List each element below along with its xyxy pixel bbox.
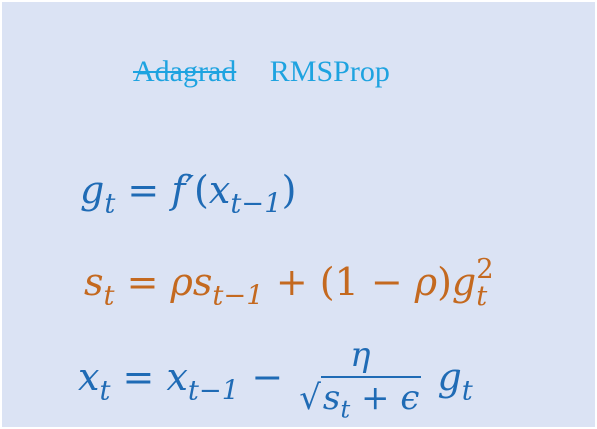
state-equation: $s_t = \rho s_{t-1} + (1 - \rho)g$ 2 t (84, 254, 494, 313)
epsilon-symbol: ϵ (400, 378, 420, 418)
eq2-g-sup: 2 (476, 254, 494, 285)
eq1-func: f′ (171, 168, 195, 212)
eq2-one-minus: 1 − (334, 259, 415, 304)
eq2-rho-2: ρ (414, 259, 438, 304)
eta-symbol: η (350, 335, 371, 375)
eq1-lhs-sub: t (104, 188, 116, 220)
eq1-lhs: g (80, 168, 105, 212)
eq3-g: g (437, 355, 462, 399)
den-s-sub: t (340, 394, 351, 424)
eq2-g-sub: t (476, 281, 488, 313)
eq3-x-prev: x (166, 355, 188, 399)
eq2-s: s (192, 259, 213, 304)
eq3-lhs: x (78, 355, 100, 399)
sqrt-radical: $√s_t + \epsilon$ (299, 378, 420, 424)
crossed-out-title: Adagrad (133, 55, 237, 88)
eq3-x-prev-sub: t−1 (187, 375, 240, 407)
eq2-lhs-sub: t (103, 280, 115, 312)
eq1-arg-sub: t−1 (230, 188, 282, 220)
gradient-equation: $g_t = f'(x_{t-1})$ (80, 168, 297, 220)
current-title: RMSProp (269, 55, 390, 88)
eq2-s-sub: t−1 (212, 280, 264, 312)
title-row (133, 54, 390, 90)
eq1-arg: x (208, 168, 231, 212)
eq2-lhs: s (84, 259, 104, 304)
eq3-g-sub: t (461, 375, 473, 407)
learning-rate-fraction (299, 335, 421, 424)
den-s: s (322, 378, 341, 418)
eq2-rho: ρ (170, 259, 193, 304)
eq3-lhs-sub: t (99, 375, 111, 407)
eq2-g: g (451, 259, 477, 304)
update-equation: $x_t = x_{t-1}$ − $\frac{\eta}{√s_t + \epsilon}$ $g_t$ (78, 335, 473, 424)
